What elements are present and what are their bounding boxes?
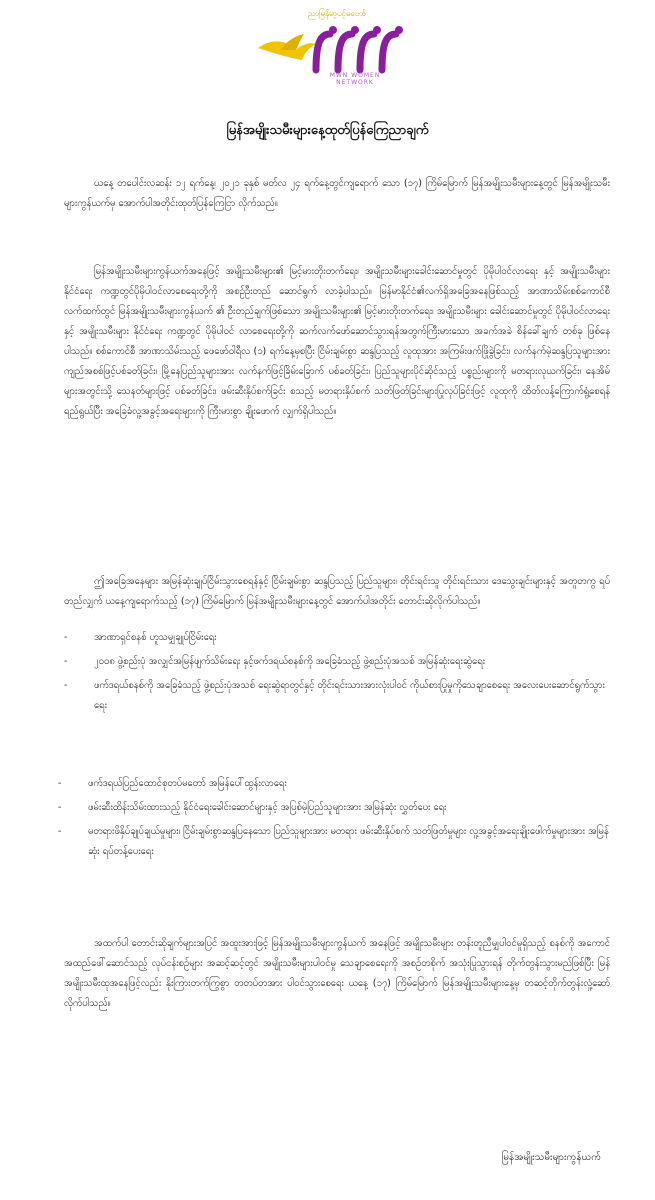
signature: မြန်အမျိုးသမီးများကွန်ယက် — [501, 1152, 601, 1163]
demands-list-secondary — [58, 774, 618, 866]
page-title: မြန်အမျိုးသမီးများနေ့ထုတ်ပြန်ကြေညာချက် — [226, 123, 429, 138]
body-paragraph: မြန်အမျိုးသမီးများကွန်ယက်အနေဖြင့် အမျိုးသမီးများ၏ မြင့်မားတိုးတက်ရေး၊ အမျိုးသမီးများခေါင်းဆောင်မှုတွင် ပိုမိုပါဝင်လာရေး နှင့် အမျိုးသမီးများ နိုင်ငံရေး ကဏ္ဍတွင်ပိုမိုပါဝင်လာစေရေးတို့ကို အစဉ်ဦးတည် ဆောင်ရွက် လာခဲ့ပါသည်။ မြန်မာနိုင်ငံ၏လက်ရှိအခြေအနေဖြစ်သည့် အာဏာသိမ်းစစ်ကောင်စီ လက်ထက်တွင် မြန်အမျိုးသမီးများကွန်ယက် ၏ ဦးတည်ချက်ဖြစ်သော အမျိုးသမီးများ၏ မြင့်မားတိုးတက်ရေး၊ အမျိုးသမီးများ ခေါင်းဆောင်မှုတွင် ပိုမိုပါဝင်လာရေး နှင့် အမျိုးသမီးများ နိုင်ငံရေး ကဏ္ဍတွင် ပိုမိုပါဝင် လာစေရေးတို့ကို ဆက်လက်ဖော်ဆောင်သွားရန်အတွက်ကြီးမားသော အခက်အခဲ စိန်ခေါ်ချက် တစ်ခု ဖြစ်နေပါသည်။ စစ်ကောင်စီ အာဏာသိမ်းသည့် ဖေဖော်ဝါရီလ (၁) ရက်နေ့မှစပြီး ငြိမ်းချမ်းစွာ ဆန္ဒပြသည့် လူထုအား အကြမ်းဖက်ဖြိုခွဲခြင်း၊ လက်နက်မဲ့ဆန္ဒပြသူများအား ကျည်အစစ်ဖြင့်ပစ်ခတ်ခြင်း၊ မြို့နေပြည်သူများအား လက်နက်ဖြင့်ခြိမ်းခြောက် ပစ်ခတ်ခြင်း၊ ပြည်သူများပိုင်ဆိုင်သည့် ပစ္စည်းများကို မတရားလုယက်ခြင်း၊ နေအိမ်များအတွင်းသို့ သေနတ်များဖြင့် ပစ်ခတ်ခြင်း၊ ဖမ်းဆီးနှိပ်စက်ခြင်း စသည့် မတရားနှိပ်စက် သတ်ဖြတ်ခြင်းများပြုလုပ်ခြင်းဖြင့် လူထုကို ထိတ်လန့်ကြောက်ရွံ့စေရန်ရည်ရွယ်ပြီး အခြေခံလူ့အခွင့်အရေးများကို ကြီးမားစွာ ချိုးဖောက် လျှက်ရှိပါသည်။ — [64, 266, 610, 417]
list-item: - ဖက်ဒရယ်စနစ်ကို အခြေခံသည့် ဖွဲ့စည်းပုံအသစ် ရေးဆွဲရာတွင်နှင့် တိုင်းရင်းသားအားလုံးပါဝင် ကိုယ်စားပြုမှုကိုသေချာစေရေး အလေးပေးဆောင်ရွက်သွားရေး — [64, 676, 610, 716]
demands-intro-paragraph: ဤအခြေအနေများ အမြန်ဆုံးချုပ်ငြိမ်းသွားစေရန်နှင့် ငြိမ်းချမ်းစွာ ဆန္ဒပြသည့် ပြည်သူများ၊ တိုင်းရင်းသူ တိုင်းရင်းသား ဒေသွေးချင်းများနှင့် အတူတကွ ရပ်တည်လျှက် ယနေ့ကျရောက်သည့် (၁၇) ကြိမ်မြောက် မြန်အမျိုးသမီးများနေ့တွင် အောက်ပါအတိုင်း တောင်းဆိုလိုက်ပါသည်။ — [64, 576, 610, 607]
demands-list-primary — [64, 628, 610, 720]
list-item: - ၂၀၀၈ ဖွဲ့စည်းပုံ အလျှင်အမြန်ဖျက်သိမ်းရေး နှင့်ဖက်ဒရယ်စနစ်ကို အခြေခံသည့် ဖွဲ့စည်းပုံအသစ် အမြန်ဆုံးရေးဆွဲရေး — [64, 652, 610, 672]
list-item: - ဖမ်းဆီးထိန်းသိမ်းထားသည့် နိုင်ငံရေးခေါင်းဆောင်များနှင့် အပြစ်မဲ့ပြည်သူများအား အမြန်ဆုံး လွှတ်ပေး ရေး — [58, 798, 618, 818]
logo-bottom-text: MWN WOMEN NETWORK — [329, 72, 381, 86]
intro-paragraph: ယနေ့ တပေါင်းလဆန်း ၁၂ ရက်နေ့၊ ၂၀၂၁ ခုနှစ် မတ်လ ၂၄ ရက်နေ့တွင်ကျရောက် သော (၁၇) ကြိမ်မြောက် မြန်အမျိုးသမီးများနေ့တွင် မြန်အမျိုးသမီးများကွန်ယက်မှ အောက်ပါအတိုင်းထုတ်ပြန်ကြေငြာ လိုက်သည်။ — [64, 178, 610, 209]
list-item: - ဖက်ဒရယ်ပြည်ထောင်စုတပ်မတော် အမြန်ပေါ်ထွန်းလာရေး — [58, 774, 618, 794]
logo-top-text: ညာမြန်မာ့ပင့်မတော် — [308, 9, 366, 18]
organization-logo — [250, 4, 410, 110]
list-item: - မတရားဖိနှိပ်ချုပ်ချယ်မှုများ၊ ငြိမ်းချမ်းစွာဆန္ဒပြနေသော ပြည်သူများအား မတရား ဖမ်းဆီးနှိပ်စက် သတ်ဖြတ်မှုများ လူ့အခွင့်အရေးချိုးဖေါက်မှုများအား အမြန်ဆုံး ရပ်တန့်ပေးရေး — [58, 822, 618, 862]
closing-paragraph: အထက်ပါ တောင်းဆိုချက်များအပြင် အထူးအားဖြင့် မြန်အမျိုးသမီးများကွန်ယက် အနေဖြင့် အမျိုးသမီးများ တန်းတူညီမျှပါဝင်မှုရှိသည့် စနစ်ကို အကောင်အထည်ဖေါ်ဆောင်သည့် လုပ်ငန်းစဉ်များ အဆင့်ဆင့်တွင် အမျိုးသမီးများပါဝင်မှု သေချာစေရေးကို အစဉ်တစိုက် အသုံးပြုသွားရန် တိုက်တွန်းသွားမည်ဖြစ်ပြီး မြန်အမျိုးသမီးထုအနေဖြင့်လည်း နိုးကြားတက်ကြွစွာ တတပ်တအား ပါဝင်သွားစေရေး ယနေ့ (၁၇) ကြိမ်မြောက် မြန်အမျိုးသမီးများနေ့မှ တဆင့်တိုက်တွန်းလှုံ့ဆော် လိုက်ပါသည်။ — [64, 938, 610, 1009]
list-item: - အာဏာရှင်စနစ် ဟူသမျှချုပ်ငြိမ်းရေး — [64, 628, 610, 648]
